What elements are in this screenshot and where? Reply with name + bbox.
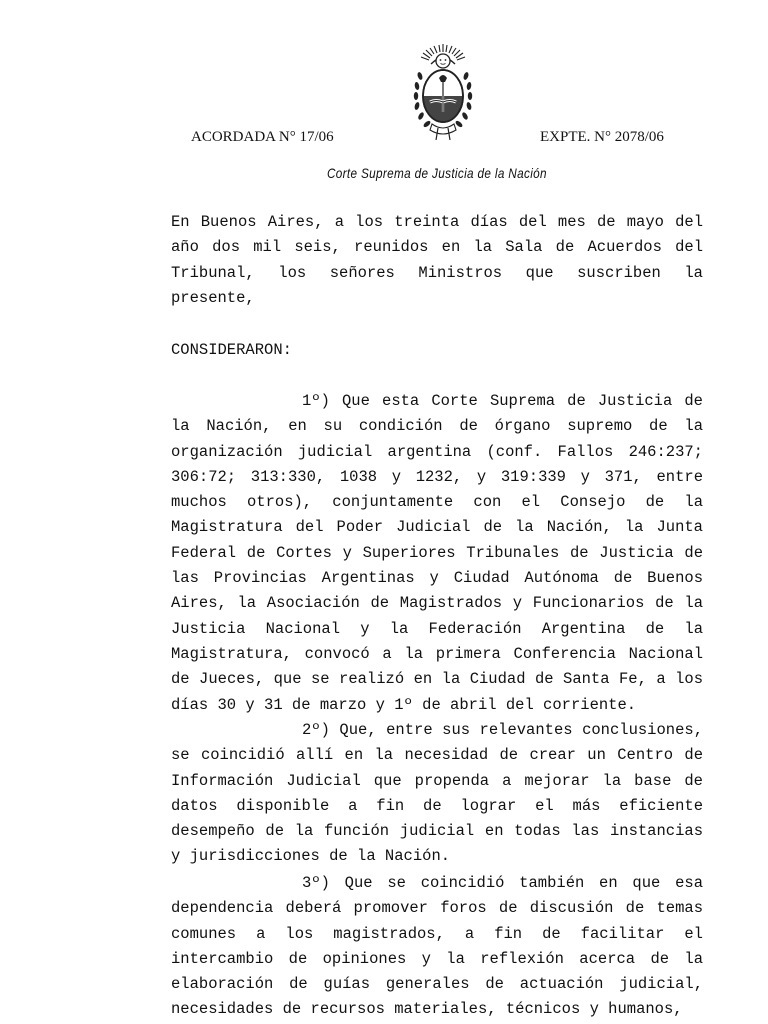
considered-heading: CONSIDERARON: [171,341,292,359]
paragraph-2: 2º) Que, entre sus relevantes conclusiones, se coincidió allí en la necesidad de crear un Centro de Información Judicial que propenda a mejorar la base de datos disponible a fin de lograr el más eficiente desempeño de la función judicial en todas las instancias y jurisdicciones de la Nación. [171,721,703,866]
court-name-text: Corte Suprema de Justicia de la Nación [326,165,547,181]
paragraph-3: 3º) Que se coincidió también en que esa dependencia deberá promover foros de discusión de temas comunes a los magistrados, a fin de facilitar el intercambio de opiniones y la reflexión acerca de la elaboración de guías generales de actuación judicial, necesidades de recursos materiales, técnicos y humanos, [171,874,703,1019]
argentina-coat-of-arms-icon [412,44,474,140]
acordada-number: ACORDADA N° 17/06 [191,129,334,145]
expediente-number: EXPTE. N° 2078/06 [540,129,664,145]
intro-paragraph: En Buenos Aires, a los treinta días del mes de mayo del año dos mil seis, reunidos en la Sala de Acuerdos del Tribunal, los señores Ministros que suscriben la presente, [171,213,703,307]
court-name [0,164,768,182]
paragraph-1: 1º) Que esta Corte Suprema de Justicia de la Nación, en su condición de órgano supremo de la organización judicial argentina (conf. Fallos 246:237; 306:72; 313:330, 1038 y 1232, y 319:339 y 371, entre muchos otros), conjuntamente con el Consejo de la Magistratura del Poder Judicial de la Nación, la Junta Federal de Cortes y Superiores Tribunales de Justicia de las Provincias Argentinas y Ciudad Autónoma de Buenos Aires, la Asociación de Magistrados y Funcionarios de la Justicia Nacional y la Federación Argentina de la Magistratura, convocó a la primera Conferencia Nacional de Jueces, que se realizó en la Ciudad de Santa Fe, a los días 30 y 31 de marzo y 1º de abril del corriente. [171,392,703,714]
